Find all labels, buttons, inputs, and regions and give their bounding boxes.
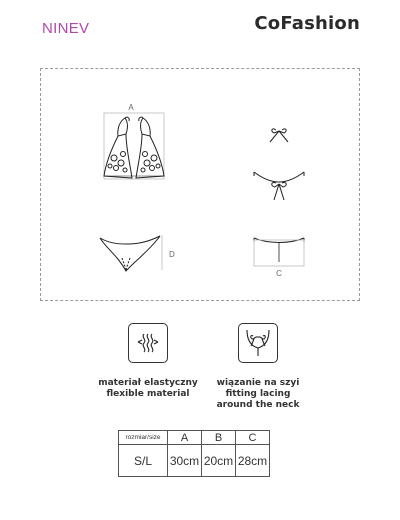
elastic-material-icon bbox=[128, 323, 168, 363]
bra-back-illustration bbox=[254, 129, 304, 200]
feature-elastic-line1: materiał elastyczny bbox=[98, 378, 198, 388]
feature-elastic-line2: flexible material bbox=[106, 389, 190, 399]
measure-c-value: 28cm bbox=[236, 445, 270, 477]
feature-lacing-line2: fitting lacing bbox=[225, 389, 291, 399]
feature-lacing-line3: around the neck bbox=[216, 400, 300, 410]
size-value: S/L bbox=[119, 445, 168, 477]
panty-back-illustration bbox=[254, 238, 304, 266]
label-c: C bbox=[276, 269, 282, 278]
size-table bbox=[118, 430, 270, 477]
feature-lacing-text bbox=[193, 378, 323, 411]
panty-front-illustration bbox=[100, 235, 162, 271]
label-a: A bbox=[128, 103, 134, 112]
size-header-label: rozmiar/size bbox=[119, 431, 168, 445]
brand-logo: CoFashion bbox=[254, 13, 360, 34]
label-d: D bbox=[169, 250, 175, 259]
size-header-a: A bbox=[168, 431, 202, 445]
feature-lacing-line1: wiązanie na szyi bbox=[216, 378, 300, 388]
measure-a-value: 30cm bbox=[168, 445, 202, 477]
measure-b-value: 20cm bbox=[202, 445, 236, 477]
size-header-c: C bbox=[236, 431, 270, 445]
size-header-b: B bbox=[202, 431, 236, 445]
neck-lacing-icon bbox=[238, 323, 278, 363]
product-name: NINEV bbox=[42, 20, 90, 37]
bra-front-illustration bbox=[104, 113, 164, 179]
size-table-header bbox=[119, 431, 270, 445]
table-row bbox=[119, 445, 270, 477]
